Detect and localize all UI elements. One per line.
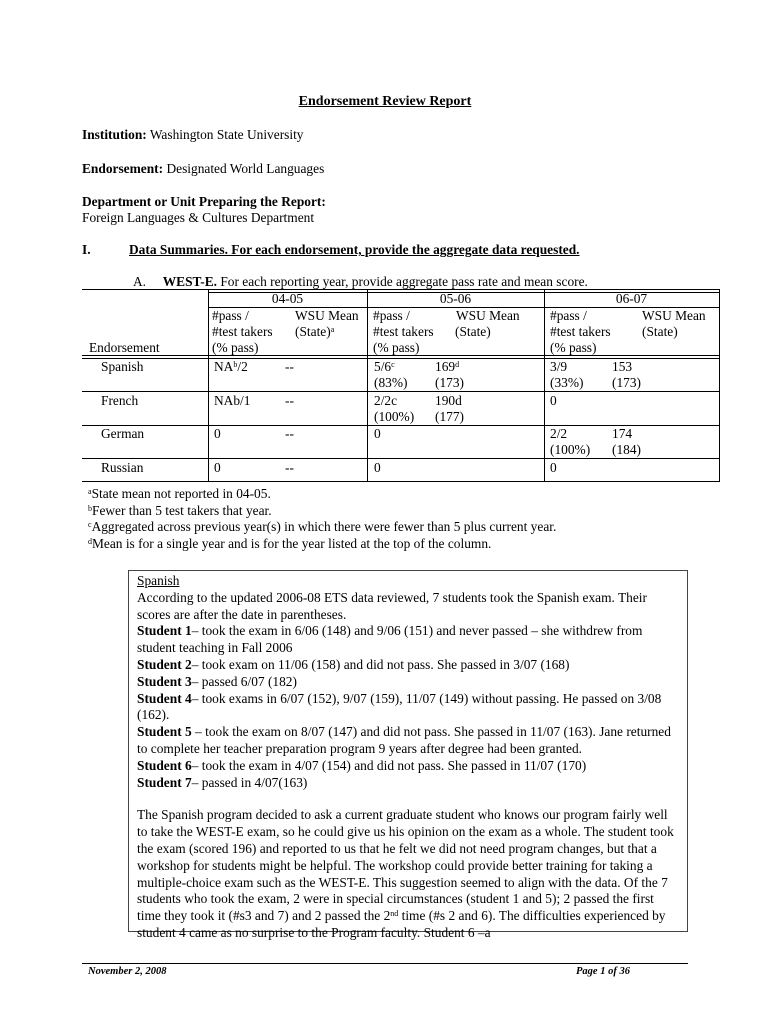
student-entry — [129, 775, 687, 792]
endorsement-line — [82, 161, 324, 177]
cell-pct: (100%) — [550, 442, 591, 457]
cell-pct: (83%) — [374, 375, 408, 390]
cell-pass: 0 — [374, 426, 381, 441]
student-text: – passed in 4/07(163) — [191, 774, 308, 790]
cell-pass — [550, 426, 590, 458]
cell-text: 153 — [612, 359, 633, 374]
col-header-text: WSU Mean — [642, 308, 706, 323]
box-paragraph — [129, 807, 687, 941]
col-header-text: (% pass) — [550, 340, 597, 355]
footnote-marker: c — [391, 360, 395, 369]
footnote-marker: b — [233, 360, 238, 369]
note-text: Mean is for a single year and is for the year listed at the top of the column. — [92, 535, 492, 551]
ordinal-suffix: nd — [390, 909, 399, 919]
student-name: Student 1 — [137, 623, 192, 639]
spanish-narrative-box — [128, 570, 688, 940]
col-header-text: #pass / — [373, 308, 410, 323]
col-header-mean — [642, 308, 706, 340]
footer-page-number: Page 1 of 36 — [576, 966, 630, 977]
col-header-mean — [455, 308, 520, 340]
year-header: 05-06 — [439, 291, 472, 306]
col-header-text: #pass / — [550, 308, 587, 323]
section-heading: Data Summaries. For each endorsement, provide the aggregate data requested. — [129, 242, 580, 257]
col-header-text — [295, 324, 359, 340]
footer-rule — [82, 963, 688, 964]
cell-state: (173) — [435, 375, 465, 390]
table-col-rule-3 — [544, 289, 545, 481]
cell-text: 169 — [435, 359, 456, 374]
cell-mean — [435, 393, 464, 425]
table-notes — [88, 486, 556, 552]
cell-pass: 0 — [374, 460, 381, 475]
student-text: – took the exam in 6/06 (148) and 9/06 (151) and never passed – she withdrew from student teaching in Fall 2006 — [137, 623, 643, 656]
cell-mean — [612, 426, 641, 458]
note-text: Fewer than 5 test takers that year. — [92, 502, 272, 518]
cell-pass: 0 — [550, 393, 557, 408]
section-number: I. — [82, 242, 91, 257]
student-text: – took exams in 6/07 (152), 9/07 (159), 11/07 (149) without passing. He passed on 3/08 (162). — [137, 690, 662, 723]
endorsement-col-header: Endorsement — [89, 340, 160, 355]
student-entry — [129, 691, 687, 725]
student-name: Student 4 — [137, 690, 192, 706]
institution-value: Washington State University — [149, 127, 304, 142]
cell-pass: 0 — [214, 460, 221, 475]
institution-label: Institution: — [82, 127, 147, 142]
report-title: Endorsement Review Report — [298, 94, 472, 109]
cell-text: 174 — [612, 426, 633, 441]
student-text: – passed 6/07 (182) — [191, 673, 297, 689]
student-text: – took exam on 11/06 (158) and did not pass. She passed in 3/07 (168) — [191, 656, 570, 672]
year-header: 04-05 — [271, 291, 304, 306]
cell-pass: 0 — [214, 426, 221, 441]
box-heading: Spanish — [137, 573, 180, 588]
cell-text: 2/2 — [550, 426, 568, 441]
cell-pct: (33%) — [550, 375, 584, 390]
paragraph-text: The Spanish program decided to ask a current graduate student who knows our program fairly well to take the WEST-E exam, so he could give us his opinion on the exam as a whole. The student took the exam (scored 196) and reported to us that he felt we did not need program changes, but that a workshop for students might be helpful. The workshop could provide better training for taking a multiple-choice exam such as the WEST-E. This suggestion seemed to align with the data. Of the 7 students who took the exam, 2 were in special circumstances (student 1 and 5); 2 passed the first time they took it (#s3 and 7) and 2 passed the 2 — [137, 807, 674, 924]
student-text: – took the exam in 4/07 (154) and did not pass. She passed in 11/07 (170) — [191, 757, 587, 773]
cell-text: NA — [214, 359, 234, 374]
col-header-pass — [212, 308, 273, 356]
table-rule-top — [82, 289, 720, 290]
cell-mean — [435, 359, 464, 391]
institution-line — [82, 127, 304, 143]
cell-mean: -- — [285, 426, 294, 441]
subsection-letter: A. — [133, 274, 147, 289]
col-header-text: WSU Mean — [456, 308, 520, 323]
cell-mean — [612, 359, 641, 391]
student-name: Student 7 — [137, 774, 192, 790]
cell-text: 190d — [435, 393, 462, 408]
cell-text: 2/2c — [374, 393, 398, 408]
col-header-text: #pass / — [212, 308, 249, 323]
cell-pass: NAb/1 — [214, 393, 251, 408]
cell-state: (184) — [612, 442, 642, 457]
cell-text: 3/9 — [550, 359, 568, 374]
row-name: Spanish — [101, 359, 144, 374]
table-rule-row1 — [82, 391, 720, 392]
footer-date: November 2, 2008 — [88, 966, 167, 977]
cell-mean: -- — [285, 460, 294, 475]
col-header-state: (State) — [295, 324, 331, 339]
table-note — [88, 486, 556, 503]
department-label: Department or Unit Preparing the Report: — [82, 194, 326, 209]
cell-mean: -- — [285, 359, 294, 374]
col-header-text: WSU Mean — [295, 308, 359, 323]
row-name: German — [101, 426, 145, 441]
col-header-pass — [373, 308, 434, 356]
table-col-rule-1 — [208, 289, 209, 481]
cell-pct: (100%) — [374, 409, 415, 424]
row-name: Russian — [101, 460, 144, 475]
student-entry — [129, 623, 687, 657]
col-header-text: (State) — [455, 324, 491, 339]
subsection-text: For each reporting year, provide aggregate pass rate and mean score. — [217, 274, 588, 289]
cell-pass: 0 — [550, 460, 557, 475]
year-header: 06-07 — [615, 291, 648, 306]
endorsement-label: Endorsement: — [82, 161, 164, 176]
col-header-text: #test takers — [550, 324, 611, 339]
department-value: Foreign Languages & Cultures Department — [82, 210, 315, 225]
col-header-text: (State) — [642, 324, 678, 339]
table-rule-row3 — [82, 458, 720, 459]
col-header-text: #test takers — [212, 324, 273, 339]
col-header-text: (% pass) — [212, 340, 259, 355]
student-entry — [129, 758, 687, 775]
table-note — [88, 536, 556, 553]
cell-pass — [550, 359, 583, 391]
cell-pass — [214, 359, 248, 375]
footnote-marker: d — [88, 536, 92, 546]
col-header-mean — [295, 308, 359, 340]
footnote-marker: c — [88, 520, 92, 529]
endorsement-value: Designated World Languages — [166, 161, 325, 176]
student-text: – took the exam on 8/07 (147) and did not pass. She passed in 11/07 (163). Jane returned to complete her teacher preparation program 9 years after degree had been granted. — [137, 724, 671, 756]
paragraph-text: time (#s 2 and 6). The difficulties experienced by student 4 came as no surprise to the Program faculty. Student 6 –a — [137, 908, 666, 940]
cell-state: (173) — [612, 375, 642, 390]
subsection-label: WEST-E. — [162, 274, 217, 289]
student-entry — [129, 674, 687, 691]
cell-mean: -- — [285, 393, 294, 408]
table-note — [88, 503, 556, 520]
student-name: Student 2 — [137, 656, 192, 672]
col-header-pass — [550, 308, 611, 356]
student-entry — [129, 657, 687, 674]
cell-text: 5/6 — [374, 359, 392, 374]
footnote-marker: a — [88, 487, 92, 496]
footnote-marker: a — [330, 325, 335, 334]
col-header-text: #test takers — [373, 324, 434, 339]
note-text: State mean not reported in 04-05. — [91, 486, 271, 501]
cell-pass — [374, 393, 414, 425]
table-rule-bottom — [82, 481, 720, 482]
col-header-text: (% pass) — [373, 340, 420, 355]
table-col-rule-2 — [367, 289, 368, 481]
table-note — [88, 519, 556, 536]
footnote-marker: b — [88, 503, 92, 513]
student-name: Student 6 — [137, 757, 192, 773]
student-name: Student 5 — [137, 724, 192, 740]
student-entry — [129, 724, 687, 758]
box-intro: According to the updated 2006-08 ETS data reviewed, 7 students took the Spanish exam. Their scores are after the date in parentheses. — [137, 589, 647, 622]
student-name: Student 3 — [137, 673, 192, 689]
note-text: Aggregated across previous year(s) in which there were fewer than 5 plus current year. — [91, 519, 557, 534]
row-name: French — [101, 393, 139, 408]
subsection-line — [133, 274, 588, 290]
footnote-marker: d — [455, 360, 460, 369]
cell-pass — [374, 359, 407, 391]
table-col-rule-4 — [719, 289, 720, 481]
cell-text: /2 — [237, 359, 248, 374]
cell-state: (177) — [435, 409, 465, 424]
